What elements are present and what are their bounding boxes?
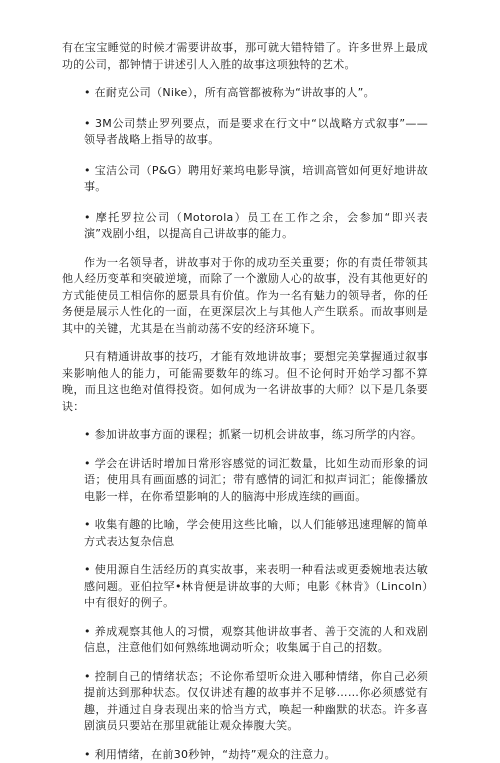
bullet-paragraph: • 摩托罗拉公司（Motorola）员工在工作之余，会参加“即兴表演”戏剧小组，以提高自己讲故事的能力。 [62, 210, 428, 243]
paragraph: 作为一名领导者，讲故事对于你的成功至关重要；你的有责任带领其他人经历变革和突破逆境，而除了一个激励人心的故事，没有其他更好的方式能使员工相信你的愿景具有价值。作为一名有魅力的领导者，你的任务便是展示人性化的一面，在更深层次上与其他人产生联系。而故事则是其中的关键，尤其是在当前动荡不安的经济环境下。 [62, 255, 428, 338]
bullet-paragraph: • 3M公司禁止罗列要点，而是要求在行文中“以战略方式叙事”——领导者战略上指导的故事。 [62, 116, 428, 149]
bullet-paragraph: • 在耐克公司（Nike），所有高管都被称为“讲故事的人”。 [62, 85, 428, 102]
paragraph: 有在宝宝睡觉的时候才需要讲故事，那可就大错特错了。许多世界上最成功的公司，都钟情于讲述引人入胜的故事这项独特的艺术。 [62, 40, 428, 73]
bullet-paragraph: • 使用源自生活经历的真实故事，来表明一种看法或更委婉地表达敏感问题。亚伯拉罕•林肯便是讲故事的大师；电影《林肯》（Lincoln）中有很好的例子。 [62, 562, 428, 612]
document-body [62, 40, 428, 763]
bullet-paragraph: • 养成观察其他人的习惯，观察其他讲故事者、善于交流的人和戏剧信息，注意他们如何熟练地调动听众；收集属于自己的招数。 [62, 624, 428, 657]
bullet-paragraph: • 利用情绪，在前30秒钟，“劫持”观众的注意力。 [62, 747, 428, 763]
bullet-paragraph: • 控制自己的情绪状态；不论你希望听众进入哪种情绪，你自己必须提前达到那种状态。仅仅讲述有趣的故事并不足够……你必须感觉有趣，并通过自身表现出来的恰当方式，唤起一种幽默的状态。许多喜剧演员只要站在那里就能让观众捧腹大笑。 [62, 669, 428, 735]
bullet-paragraph: • 参加讲故事方面的课程；抓紧一切机会讲故事，练习所学的内容。 [62, 427, 428, 444]
bullet-paragraph: • 宝洁公司（P&G）聘用好莱坞电影导演，培训高管如何更好地讲故事。 [62, 163, 428, 196]
paragraph: 只有精通讲故事的技巧，才能有效地讲故事；要想完美掌握通过叙事来影响他人的能力，可能需要数年的练习。但不论何时开始学习都不算晚，而且这也绝对值得投资。如何成为一名讲故事的大师？以下是几条要诀： [62, 349, 428, 415]
bullet-paragraph: • 收集有趣的比喻，学会使用这些比喻，以人们能够迅速理解的简单方式表达复杂信息 [62, 517, 428, 550]
bullet-paragraph: • 学会在讲话时增加日常形容感觉的词汇数量，比如生动而形象的词语；使用具有画面感的词汇；带有感情的词汇和拟声词汇；能像播放电影一样，在你希望影响的人的脑海中形成连续的画面。 [62, 456, 428, 506]
